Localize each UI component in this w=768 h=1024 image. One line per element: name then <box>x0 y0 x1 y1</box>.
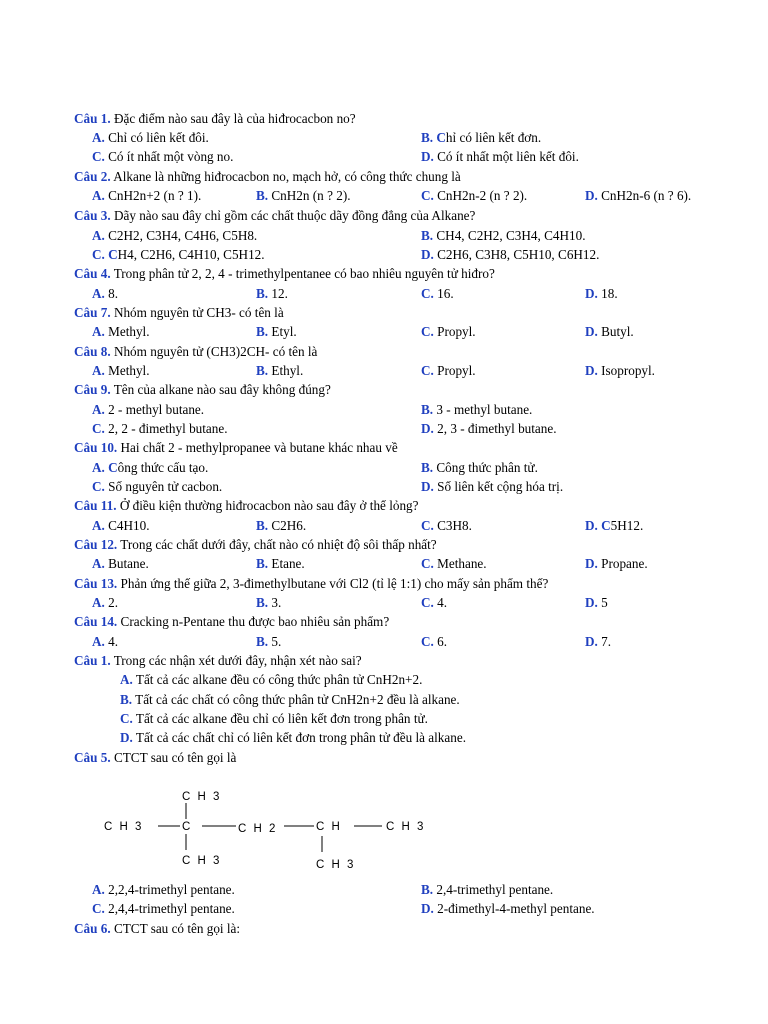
option-d: D. Butyl. <box>585 324 634 339</box>
option-b: B. 3 - methyl butane. <box>421 402 533 417</box>
question-text: Alkane là những hiđrocacbon no, mạch hở, có công thức chung là <box>110 169 461 184</box>
option-c: C. CH4, C2H6, C4H10, C5H12. <box>92 247 265 262</box>
structural-formula <box>100 786 430 876</box>
options-row <box>0 728 768 747</box>
option-c: C. C3H8. <box>421 518 472 533</box>
question-text: Phản ứng thế giữa 2, 3-đimethylbutane với Cl2 (tỉ lệ 1:1) cho mấy sản phẩm thế? <box>117 576 549 591</box>
ch3-top-label: C H 3 <box>182 791 222 803</box>
option-a: A. Methyl. <box>92 363 150 378</box>
c-center-label: C <box>182 821 193 833</box>
options-row <box>0 245 768 264</box>
option-c: C. 6. <box>421 634 448 649</box>
question-row <box>0 167 768 186</box>
option-a: A. CnH2n+2 (n ? 1). <box>92 188 202 203</box>
options-row <box>0 128 768 147</box>
ch3-right-label: C H 3 <box>386 821 426 833</box>
question-text: Nhóm nguyên tử CH3- có tên là <box>110 305 284 320</box>
option-d: D. Tất cả các chất chỉ có liên kết đơn trong phân tử đều là alkane. <box>120 730 466 745</box>
question-row <box>0 438 768 457</box>
options-row <box>0 670 768 689</box>
question-number: Câu 11. <box>74 498 117 513</box>
question-text: Cracking n-Pentane thu được bao nhiêu sản phẩm? <box>117 614 390 629</box>
option-d: D. Có ít nhất một liên kết đôi. <box>421 149 579 164</box>
options-row <box>0 632 768 651</box>
option-c: C. Methane. <box>421 556 487 571</box>
option-a: A. 2,2,4-trimethyl pentane. <box>92 882 235 897</box>
option-b: B. 2,4-trimethyl pentane. <box>421 882 554 897</box>
option-c: C. 4. <box>421 595 448 610</box>
option-d: D. Số liên kết cộng hóa trị. <box>421 479 564 494</box>
option-c: C. Propyl. <box>421 324 476 339</box>
question-row <box>0 535 768 554</box>
question-number: Câu 14. <box>74 614 118 629</box>
question-text: CTCT sau có tên gọi là <box>110 750 237 765</box>
options-row <box>0 899 768 918</box>
question-number: Câu 5. <box>74 750 111 765</box>
options-row <box>0 709 768 728</box>
question-row <box>0 342 768 361</box>
question-text: Đặc điểm nào sau đây là của hiđrocacbon no? <box>110 111 356 126</box>
options-row <box>0 147 768 166</box>
question-number: Câu 10. <box>74 440 118 455</box>
options-row <box>0 880 768 899</box>
options-row <box>0 322 768 341</box>
option-b: B. Công thức phân tử. <box>421 460 538 475</box>
ch3-left-label: C H 3 <box>104 821 144 833</box>
question-row <box>0 380 768 399</box>
options-row <box>0 361 768 380</box>
option-a: A. 2 - methyl butane. <box>92 402 205 417</box>
option-b: B. CH4, C2H2, C3H4, C4H10. <box>421 228 586 243</box>
option-d: D. 2, 3 - đimethyl butane. <box>421 421 557 436</box>
option-d: D. C2H6, C3H8, C5H10, C6H12. <box>421 247 600 262</box>
option-a: A. Chỉ có liên kết đôi. <box>92 130 209 145</box>
option-a: A. C2H2, C3H4, C4H6, C5H8. <box>92 228 258 243</box>
question-number: Câu 1. <box>74 653 111 668</box>
option-a: A. C4H10. <box>92 518 150 533</box>
option-c: C. 16. <box>421 286 454 301</box>
question-number: Câu 6. <box>74 921 111 936</box>
options-row <box>0 554 768 573</box>
option-c: C. CnH2n-2 (n ? 2). <box>421 188 528 203</box>
option-c: C. 2, 2 - đimethyl butane. <box>92 421 228 436</box>
option-b: B. Etyl. <box>256 324 297 339</box>
options-row <box>0 458 768 477</box>
question-text: Trong phân tử 2, 2, 4 - trimethylpentanee có bao nhiêu nguyên tử hiđro? <box>110 266 495 281</box>
options-row <box>0 593 768 612</box>
option-a: A. 8. <box>92 286 119 301</box>
option-b: B. CnH2n (n ? 2). <box>256 188 351 203</box>
question-text: Hai chất 2 - methylpropanee và butane khác nhau về <box>117 440 398 455</box>
option-d: D. 5 <box>585 595 608 610</box>
options-row <box>0 690 768 709</box>
question-row <box>0 574 768 593</box>
option-d: D. Isopropyl. <box>585 363 655 378</box>
option-d: D. 2-đimethyl-4-methyl pentane. <box>421 901 595 916</box>
ch3-bottom-left-label: C H 3 <box>182 855 222 867</box>
option-b: B. Ethyl. <box>256 363 304 378</box>
question-number: Câu 4. <box>74 266 111 281</box>
question-row <box>0 303 768 322</box>
option-a: A. Methyl. <box>92 324 150 339</box>
question-text: Trong các nhận xét dưới đây, nhận xét nào sai? <box>110 653 362 668</box>
option-a: A. Butane. <box>92 556 149 571</box>
ch-label: C H <box>316 821 342 833</box>
option-b: B. 5. <box>256 634 282 649</box>
option-a: A. 2. <box>92 595 119 610</box>
option-b: B. 3. <box>256 595 282 610</box>
option-d: D. 7. <box>585 634 612 649</box>
ch2-label: C H 2 <box>238 823 278 835</box>
question-row <box>0 748 768 767</box>
question-text: Ở điều kiện thường hiđrocacbon nào sau đây ở thể lỏng? <box>116 498 419 513</box>
question-number: Câu 8. <box>74 344 111 359</box>
question-text: Trong các chất dưới đây, chất nào có nhiệt độ sôi thấp nhất? <box>117 537 437 552</box>
question-number: Câu 12. <box>74 537 118 552</box>
question-row <box>0 612 768 631</box>
option-c: C. 2,4,4-trimethyl pentane. <box>92 901 235 916</box>
question-row <box>0 496 768 515</box>
option-a: A. Công thức cấu tạo. <box>92 460 209 475</box>
option-c: C. Có ít nhất một vòng no. <box>92 149 234 164</box>
question-number: Câu 3. <box>74 208 111 223</box>
option-d: D. C5H12. <box>585 518 644 533</box>
option-c: C. Số nguyên tử cacbon. <box>92 479 223 494</box>
option-b: B. Tất cả các chất có công thức phân tử CnH2n+2 đều là alkane. <box>120 692 460 707</box>
options-row <box>0 419 768 438</box>
question-number: Câu 13. <box>74 576 118 591</box>
ch3-bottom-right-label: C H 3 <box>316 859 356 871</box>
question-row <box>0 651 768 670</box>
question-row <box>0 206 768 225</box>
question-row <box>0 919 768 938</box>
option-b: B. Chỉ có liên kết đơn. <box>421 130 542 145</box>
option-b: B. C2H6. <box>256 518 307 533</box>
question-row <box>0 109 768 128</box>
option-d: D. Propane. <box>585 556 648 571</box>
option-c: C. Tất cả các alkane đều chỉ có liên kết đơn trong phân tử. <box>120 711 428 726</box>
options-row <box>0 284 768 303</box>
question-number: Câu 2. <box>74 169 111 184</box>
options-row <box>0 477 768 496</box>
option-d: D. CnH2n-6 (n ? 6). <box>585 188 692 203</box>
question-number: Câu 7. <box>74 305 111 320</box>
question-number: Câu 9. <box>74 382 111 397</box>
options-row <box>0 400 768 419</box>
question-text: Dãy nào sau đây chỉ gồm các chất thuộc dãy đồng đẳng của Alkane? <box>110 208 476 223</box>
question-number: Câu 1. <box>74 111 111 126</box>
question-text: Nhóm nguyên tử (CH3)2CH- có tên là <box>110 344 318 359</box>
option-a: A. Tất cả các alkane đều có công thức phân tử CnH2n+2. <box>120 672 423 687</box>
option-b: B. Etane. <box>256 556 305 571</box>
option-a: A. 4. <box>92 634 119 649</box>
options-row <box>0 186 768 205</box>
question-row <box>0 264 768 283</box>
options-row <box>0 516 768 535</box>
question-text: CTCT sau có tên gọi là: <box>110 921 241 936</box>
option-d: D. 18. <box>585 286 618 301</box>
option-c: C. Propyl. <box>421 363 476 378</box>
question-text: Tên của alkane nào sau đây không đúng? <box>110 382 331 397</box>
option-b: B. 12. <box>256 286 288 301</box>
options-row <box>0 226 768 245</box>
